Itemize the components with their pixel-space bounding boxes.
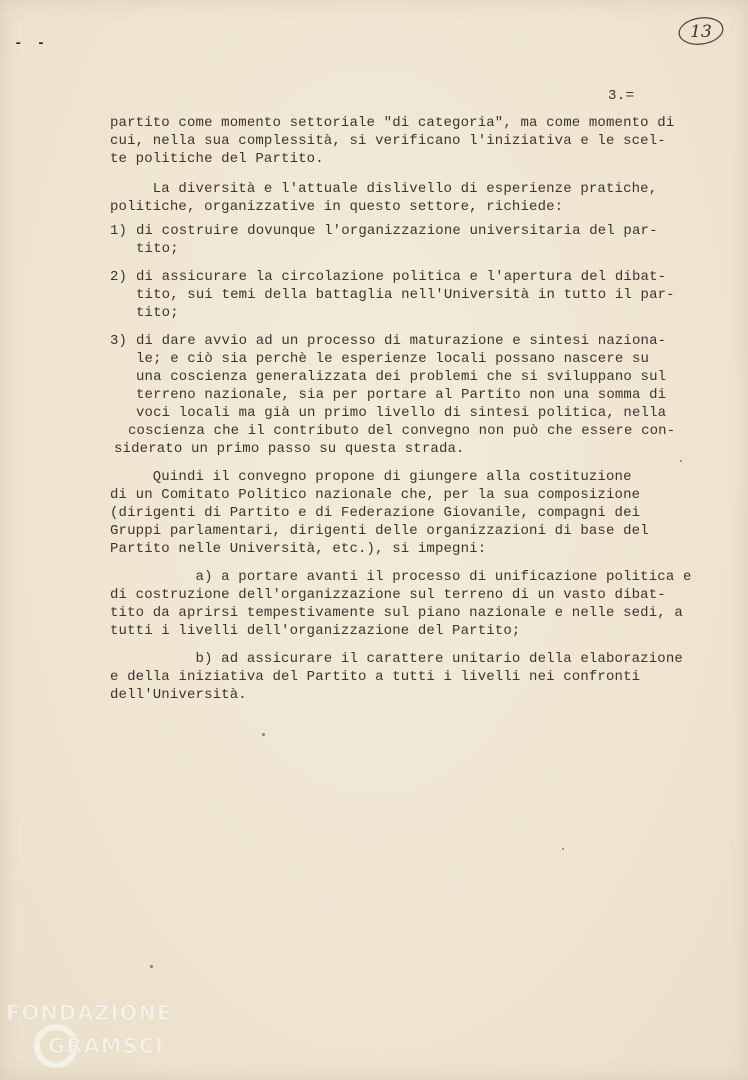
- text-line: voci locali ma già un primo livello di sintesi politica, nella: [136, 405, 667, 421]
- paragraph-diversity: [110, 180, 710, 216]
- paragraph-committee: [110, 468, 710, 558]
- corner-marks: - -: [14, 36, 49, 52]
- text-line: tito, sui temi della battaglia nell'Università in tutto il par-: [136, 287, 675, 303]
- text-line: di dare avvio ad un processo di maturazione e sintesi naziona-: [136, 333, 667, 349]
- item-number: 3): [110, 333, 128, 349]
- text-line: a) a portare avanti il processo di unificazione politica e: [110, 569, 692, 585]
- text-line: tito;: [136, 305, 179, 321]
- text-line: le; e ciò sia perchè le esperienze locali possano nascere su: [136, 351, 650, 367]
- text-line: coscienza che il contributo del convegno non può che essere con-: [128, 423, 676, 439]
- watermark-line-1: FONDAZIONE: [6, 1001, 173, 1025]
- text-line: siderato un primo passo su questa strada.: [114, 441, 465, 457]
- text-line: e della iniziativa del Partito a tutti i livelli nei confronti: [110, 669, 641, 685]
- text-line: di assicurare la circolazione politica e l'apertura del dibat-: [136, 269, 667, 285]
- text-line: di costruire dovunque l'organizzazione universitaria del par-: [136, 223, 658, 239]
- text-line: di costruzione dell'organizzazione sul terreno di un vasto dibat-: [110, 587, 666, 603]
- point-b: [110, 650, 710, 704]
- text-line: (dirigenti di Partito e di Federazione Giovanile, compagni dei: [110, 505, 641, 521]
- page-number: 3.=: [608, 88, 635, 104]
- text-line: di un Comitato Politico nazionale che, per la sua composizione: [110, 487, 641, 503]
- text-line: partito come momento settoriale "di categoria", ma come momento di: [110, 115, 675, 131]
- fondazione-gramsci-watermark: [4, 998, 194, 1072]
- numbered-item-2: [110, 268, 710, 322]
- stamp-number: 13: [690, 22, 712, 42]
- text-line: Quindi il convegno propone di giungere alla costituzione: [110, 469, 632, 485]
- watermark-line-2: GRAMSCI: [48, 1034, 164, 1058]
- text-line: tutti i livelli dell'organizzazione del Partito;: [110, 623, 521, 639]
- text-line: dell'Università.: [110, 687, 247, 703]
- text-line: una coscienza generalizzata dei problemi che si sviluppano sul: [136, 369, 667, 385]
- item-number: 2): [110, 269, 128, 285]
- numbered-item-3: [110, 332, 710, 458]
- text-line: Partito nelle Università, etc.), si impegni:: [110, 541, 487, 557]
- text-line: tito da aprirsi tempestivamente sul piano nazionale e nelle sedi, a: [110, 605, 683, 621]
- handwritten-page-stamp: [676, 14, 726, 48]
- text-line: te politiche del Partito.: [110, 151, 324, 167]
- item-number: 1): [110, 223, 128, 239]
- numbered-item-1: [110, 222, 710, 258]
- text-line: terreno nazionale, sia per portare al Partito non una somma di: [136, 387, 667, 403]
- text-line: tito;: [136, 241, 179, 257]
- text-line: La diversità e l'attuale dislivello di esperienze pratiche,: [110, 181, 658, 197]
- document-body: [110, 114, 710, 704]
- paragraph-intro: [110, 114, 710, 168]
- text-line: politiche, organizzative in questo settore, richiede:: [110, 199, 564, 215]
- point-a: [110, 568, 710, 640]
- text-line: cui, nella sua complessità, si verificano l'iniziativa e le scel-: [110, 133, 666, 149]
- text-line: b) ad assicurare il carattere unitario della elaborazione: [110, 651, 683, 667]
- text-line: Gruppi parlamentari, dirigenti delle organizzazioni di base del: [110, 523, 649, 539]
